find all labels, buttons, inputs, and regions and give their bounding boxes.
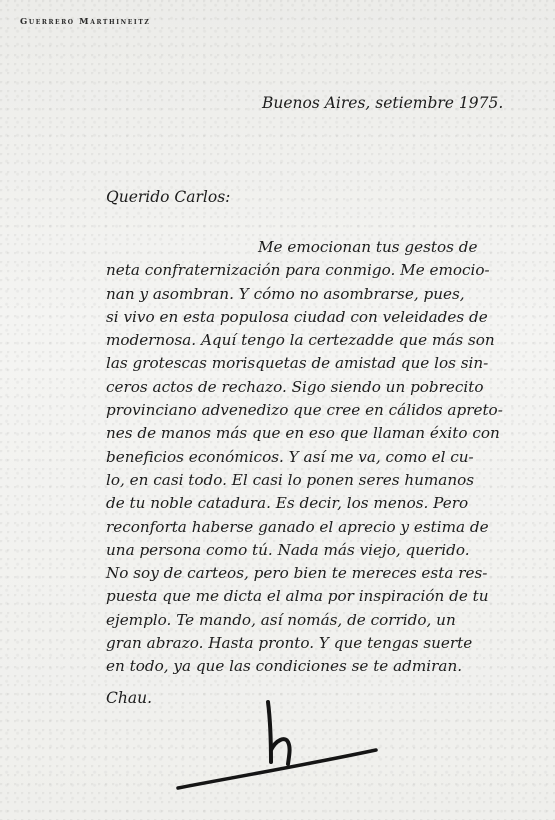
body-line: en todo, ya que las condiciones se te admiran. — [106, 657, 463, 676]
closing: Chau. — [106, 689, 152, 707]
body-line: ceros actos de rechazo. Sigo siendo un pobrecito — [106, 377, 484, 396]
body-line: nes de manos más que en eso que llaman éxito con — [106, 424, 500, 443]
dateline: Buenos Aires, setiembre 1975. — [262, 94, 504, 112]
body-line: una persona como tú. Nada más viejo, querido. — [106, 540, 470, 559]
body-line: gran abrazo. Hasta pronto. Y que tengas suerte — [106, 634, 473, 653]
body-line: reconforta haberse ganado el aprecio y estima de — [106, 517, 489, 536]
body-line: modernosa. Aquí tengo la certezadde que más son — [106, 331, 495, 350]
body-line: si vivo en esta populosa ciudad con veleidades de — [106, 307, 488, 326]
body-line: Me emocionan tus gestos de — [258, 238, 478, 256]
body-line: provinciano advenedizo que cree en cálidos apreto- — [106, 401, 503, 420]
body-line: lo, en casi todo. El casi lo ponen seres humanos — [106, 470, 475, 489]
body-line: las grotescas morisquetas de amistad que los sin- — [106, 354, 489, 373]
handwritten-signature — [170, 690, 390, 800]
letter-body — [106, 236, 526, 679]
letterhead: Guerrero Marthineitz — [20, 17, 151, 27]
body-line: neta confraternización para conmigo. Me emocio- — [106, 261, 490, 280]
body-line: puesta que me dicta el alma por inspiración de tu — [106, 587, 489, 606]
greeting: Querido Carlos: — [106, 188, 231, 206]
body-line: No soy de carteos, pero bien te mereces esta res- — [106, 564, 488, 583]
body-line: beneficios económicos. Y así me va, como el cu- — [106, 447, 474, 466]
body-line: nan y asombran. Y cómo no asombrarse, pues, — [106, 284, 465, 303]
body-line: ejemplo. Te mando, así nomás, de corrido, un — [106, 610, 456, 629]
body-line: de tu noble catadura. Es decir, los menos. Pero — [106, 494, 469, 513]
